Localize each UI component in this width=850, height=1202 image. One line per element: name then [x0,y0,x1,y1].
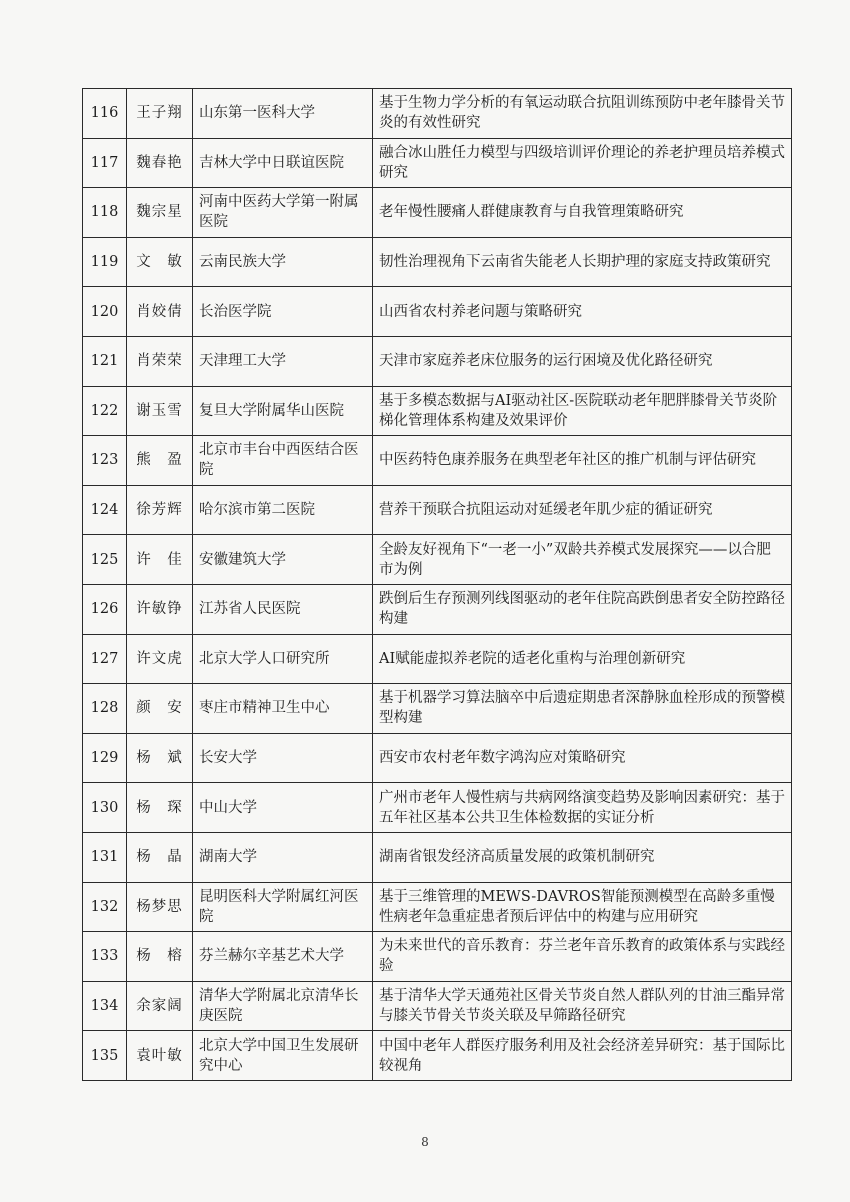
row-number: 117 [83,138,127,188]
table-row [83,89,792,139]
row-number: 126 [83,584,127,634]
applicant-name: 熊 盈 [127,436,193,486]
table-row [83,436,792,486]
table-row [83,981,792,1031]
records-table-body [83,89,792,1081]
applicant-name: 许敏铮 [127,584,193,634]
table-row [83,1031,792,1081]
row-number: 118 [83,188,127,238]
applicant-name: 杨 斌 [127,733,193,783]
project-title: 天津市家庭养老床位服务的运行困境及优化路径研究 [373,336,792,386]
table-row [83,237,792,287]
project-title: 中医药特色康养服务在典型老年社区的推广机制与评估研究 [373,436,792,486]
table-row [83,733,792,783]
project-title: 基于生物力学分析的有氧运动联合抗阻训练预防中老年膝骨关节炎的有效性研究 [373,89,792,139]
records-table [82,88,792,1081]
institution-name: 中山大学 [193,783,373,833]
row-number: 129 [83,733,127,783]
institution-name: 哈尔滨市第二医院 [193,485,373,535]
project-title: 广州市老年人慢性病与共病网络演变趋势及影响因素研究：基于五年社区基本公共卫生体检数据的实证分析 [373,783,792,833]
applicant-name: 魏春艳 [127,138,193,188]
row-number: 120 [83,287,127,337]
table-row [83,882,792,932]
row-number: 122 [83,386,127,436]
row-number: 124 [83,485,127,535]
institution-name: 湖南大学 [193,832,373,882]
project-title: 基于多模态数据与AI驱动社区-医院联动老年肥胖膝骨关节炎阶梯化管理体系构建及效果评价 [373,386,792,436]
institution-name: 吉林大学中日联谊医院 [193,138,373,188]
row-number: 130 [83,783,127,833]
table-row [83,535,792,585]
table-row [83,336,792,386]
row-number: 134 [83,981,127,1031]
institution-name: 复旦大学附属华山医院 [193,386,373,436]
table-row [83,932,792,982]
row-number: 127 [83,634,127,684]
applicant-name: 肖荣荣 [127,336,193,386]
applicant-name: 肖姣倩 [127,287,193,337]
applicant-name: 许文虎 [127,634,193,684]
applicant-name: 文 敏 [127,237,193,287]
applicant-name: 杨 晶 [127,832,193,882]
page-number: 8 [421,1135,429,1149]
institution-name: 云南民族大学 [193,237,373,287]
institution-name: 安徽建筑大学 [193,535,373,585]
applicant-name: 余家阔 [127,981,193,1031]
applicant-name: 袁叶敏 [127,1031,193,1081]
row-number: 131 [83,832,127,882]
project-title: AI赋能虚拟养老院的适老化重构与治理创新研究 [373,634,792,684]
applicant-name: 许 佳 [127,535,193,585]
table-row [83,287,792,337]
table-row [83,684,792,734]
table-row [83,485,792,535]
table-row [83,386,792,436]
row-number: 123 [83,436,127,486]
project-title: 中国中老年人群医疗服务利用及社会经济差异研究：基于国际比较视角 [373,1031,792,1081]
institution-name: 天津理工大学 [193,336,373,386]
row-number: 132 [83,882,127,932]
project-title: 基于三维管理的MEWS-DAVROS智能预测模型在高龄多重慢性病老年急重症患者预后评估中的构建与应用研究 [373,882,792,932]
project-title: 基于清华大学天通苑社区骨关节炎自然人群队列的甘油三酯异常与膝关节骨关节炎关联及早筛路径研究 [373,981,792,1031]
row-number: 128 [83,684,127,734]
row-number: 125 [83,535,127,585]
project-title: 韧性治理视角下云南省失能老人长期护理的家庭支持政策研究 [373,237,792,287]
row-number: 119 [83,237,127,287]
applicant-name: 王子翔 [127,89,193,139]
row-number: 133 [83,932,127,982]
table-row [83,832,792,882]
institution-name: 北京大学人口研究所 [193,634,373,684]
table-row [83,188,792,238]
institution-name: 昆明医科大学附属红河医院 [193,882,373,932]
row-number: 135 [83,1031,127,1081]
applicant-name: 杨 榕 [127,932,193,982]
project-title: 融合冰山胜任力模型与四级培训评价理论的养老护理员培养模式研究 [373,138,792,188]
table-row [83,783,792,833]
project-title: 营养干预联合抗阻运动对延缓老年肌少症的循证研究 [373,485,792,535]
applicant-name: 杨 琛 [127,783,193,833]
institution-name: 河南中医药大学第一附属医院 [193,188,373,238]
institution-name: 北京市丰台中西医结合医院 [193,436,373,486]
applicant-name: 徐芳辉 [127,485,193,535]
institution-name: 芬兰赫尔辛基艺术大学 [193,932,373,982]
project-title: 全龄友好视角下“一老一小”双龄共养模式发展探究——以合肥市为例 [373,535,792,585]
applicant-name: 谢玉雪 [127,386,193,436]
institution-name: 江苏省人民医院 [193,584,373,634]
institution-name: 北京大学中国卫生发展研究中心 [193,1031,373,1081]
project-title: 跌倒后生存预测列线图驱动的老年住院高跌倒患者安全防控路径构建 [373,584,792,634]
table-row [83,584,792,634]
project-title: 西安市农村老年数字鸿沟应对策略研究 [373,733,792,783]
project-title: 山西省农村养老问题与策略研究 [373,287,792,337]
institution-name: 清华大学附属北京清华长庚医院 [193,981,373,1031]
applicant-name: 杨梦思 [127,882,193,932]
institution-name: 长治医学院 [193,287,373,337]
applicant-name: 颜 安 [127,684,193,734]
row-number: 121 [83,336,127,386]
project-title: 为未来世代的音乐教育：芬兰老年音乐教育的政策体系与实践经验 [373,932,792,982]
project-title: 湖南省银发经济高质量发展的政策机制研究 [373,832,792,882]
table-row [83,634,792,684]
institution-name: 山东第一医科大学 [193,89,373,139]
institution-name: 枣庄市精神卫生中心 [193,684,373,734]
table-row [83,138,792,188]
project-title: 老年慢性腰痛人群健康教育与自我管理策略研究 [373,188,792,238]
row-number: 116 [83,89,127,139]
project-title: 基于机器学习算法脑卒中后遗症期患者深静脉血栓形成的预警模型构建 [373,684,792,734]
applicant-name: 魏宗星 [127,188,193,238]
institution-name: 长安大学 [193,733,373,783]
